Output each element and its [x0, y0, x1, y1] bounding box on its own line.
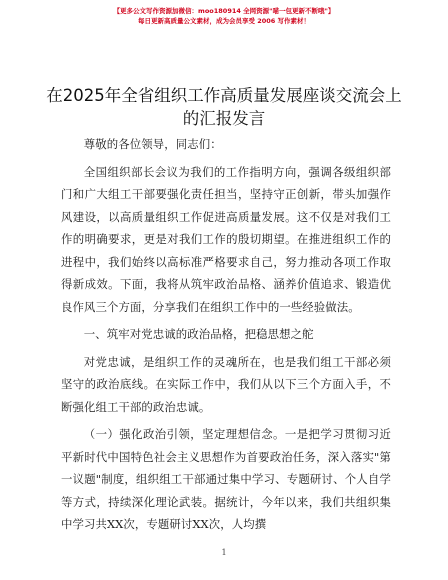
paragraph-intro: 全国组织部长会议为我们的工作指明方向，强调各级组织部门和广大组工干部要强化责任担当，坚持守正创新，带头加强作风建设，以高质量组织工作促进高质量发展。这不仅是对我们工作的明确要求，更是对我们工作的殷切期望。在推进组织工作的进程中，我们始终以高标准严格要求自己，努力推动各项工作取得新成效。下面，我将从筑牢政治品格、涵养价值追求、锻造优良作风三个方面，分享我们在组织工作中的一些经验做法。	[61, 164, 391, 314]
paragraph-section-1: 对党忠诚，是组织工作的灵魂所在，也是我们组工干部必须坚守的政治底线。在实际工作中，我们从以下三个方面入手，不断强化组工干部的政治忠诚。	[61, 354, 391, 414]
promo-banner	[0, 6, 448, 26]
document-title: 在2025年全省组织工作高质量发展座谈交流会上的汇报发言	[46, 86, 402, 128]
section-heading-1: 一、筑牢对党忠诚的政治品格，把稳思想之舵	[83, 327, 314, 341]
promo-banner-line-1: 【更多公文写作资源加微信：moo180914 全网资源"喵一包更新不断哦"】	[113, 7, 335, 15]
salutation: 尊敬的各位领导，同志们：	[83, 137, 222, 151]
promo-banner-line-2: 每日更新高质量公文素材，成为会员享受 2006 写作素材！	[137, 17, 311, 25]
page-number: 1	[221, 548, 227, 557]
paragraph-subsection-1: （一）强化政治引领，坚定理想信念。一是把学习贯彻习近平新时代中国特色社会主义思想作为首要政治任务，深入落实"第一议题"制度，组织组工干部通过集中学习、专题研讨、个人自学等方式，持续深化理论武装。据统计，今年以来，我们共组织集中学习共XX次，专题研讨XX次，人均撰	[61, 427, 391, 531]
document-body	[61, 133, 391, 536]
